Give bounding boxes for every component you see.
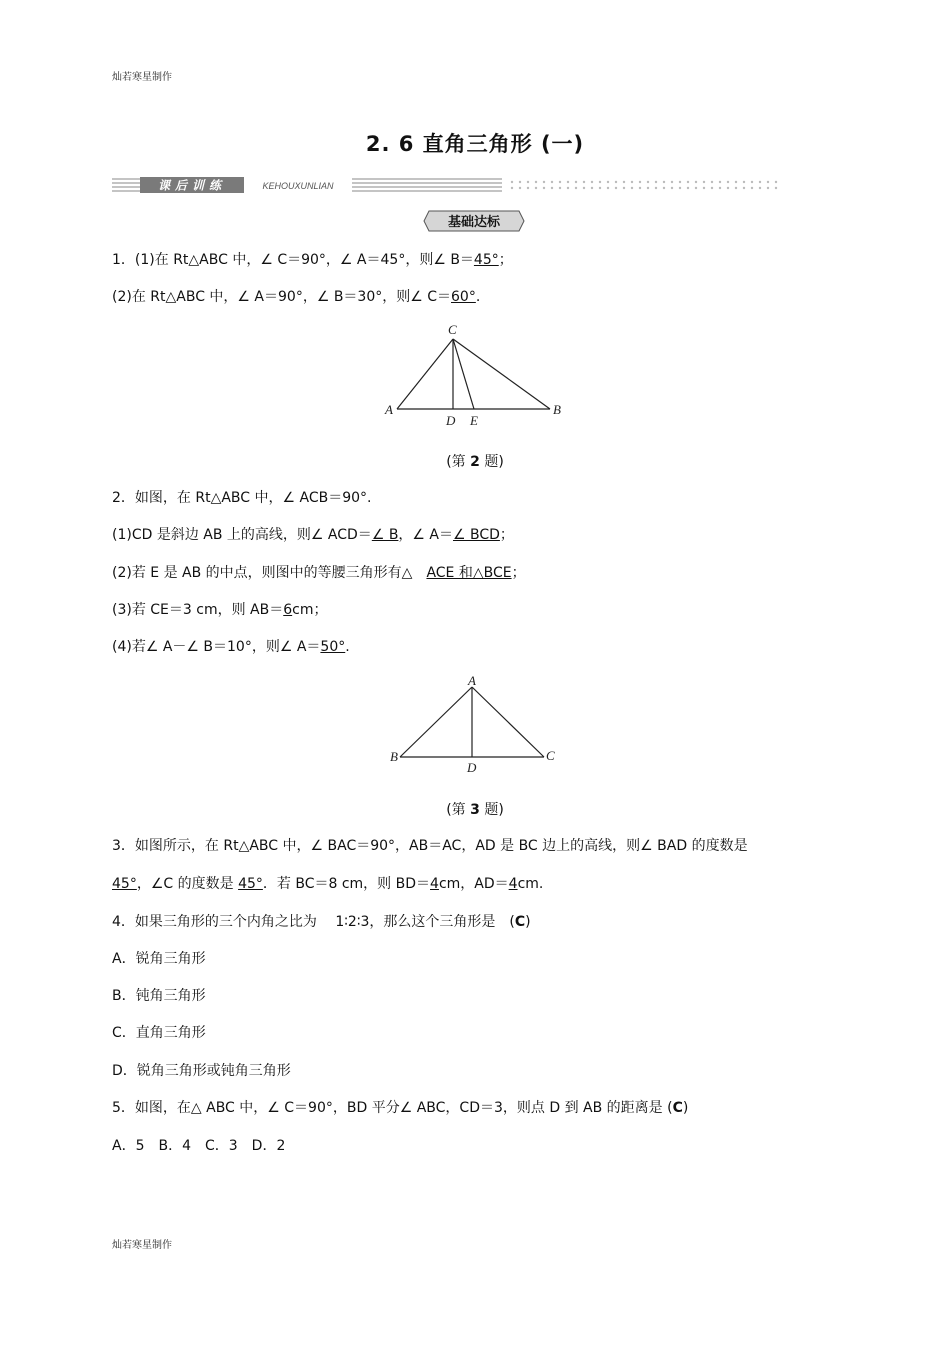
page-title: 2. 6 直角三角形 (一)	[365, 132, 585, 156]
q1-answer-2: 60°	[451, 289, 476, 305]
q3-mid-3: cm，AD＝	[438, 876, 509, 892]
figure-3-triangle	[380, 668, 570, 780]
q4-stem-end: )	[525, 914, 531, 930]
q3-answer-4: 4	[508, 876, 518, 892]
fig2-label-a: A	[385, 402, 393, 417]
figure-2-caption	[0, 451, 950, 471]
q5-answer: C	[672, 1100, 683, 1116]
q3-answer-1: 45°	[112, 876, 137, 892]
fig2-caption-post: 题)	[479, 454, 504, 470]
q4-stem	[112, 912, 531, 932]
q2-part-4	[112, 637, 350, 657]
q2-stem: 2．如图，在 Rt△ABC 中，∠ ACB＝90°.	[112, 490, 372, 506]
banner-label-en: KEHOUXUNLIAN	[262, 181, 334, 191]
fig3-label-c: C	[546, 748, 555, 763]
q2-p3-text: (3)若 CE＝3 cm，则 AB＝	[112, 602, 284, 618]
q4-option-c: C．直角三角形	[112, 1025, 206, 1041]
fig3-label-d: D	[467, 760, 477, 775]
q1-text-1: 1．(1)在 Rt△ABC 中，∠ C＝90°，∠ A＝45°，则∠ B＝	[112, 252, 474, 268]
q2-p4-text: (4)若∠ A－∠ B＝10°，则∠ A＝	[112, 639, 321, 655]
q1-text-2b: .	[475, 289, 481, 305]
fig2-label-c: C	[448, 322, 457, 337]
q2-p1-end: ；	[499, 527, 514, 543]
footer-watermark: 灿若寒星制作	[112, 1240, 172, 1251]
fig2-label-b: B	[553, 402, 561, 417]
fig2-label-d: D	[446, 413, 456, 428]
section-banner	[112, 174, 782, 196]
q2-p1-answer-2: ∠ BCD	[453, 527, 500, 543]
fig3-caption-post: 题)	[479, 802, 504, 818]
q1-text-1b: ；	[498, 252, 513, 268]
q2-p2-answer: ACE 和△BCE	[426, 565, 512, 581]
q4-option-b: B．钝角三角形	[112, 988, 206, 1004]
section-badge	[423, 210, 525, 232]
q3-answer-2: 45°	[238, 876, 263, 892]
q1-line-2	[112, 287, 480, 307]
q2-p4-answer: 50°	[320, 639, 346, 655]
fig3-caption-num: 3	[470, 802, 480, 818]
q3-mid-2: ．若 BC＝8 cm，则 BD＝	[262, 876, 431, 892]
header-watermark: 灿若寒星制作	[112, 72, 172, 83]
fig2-label-e: E	[470, 413, 478, 428]
fig3-label-b: B	[390, 749, 398, 764]
q3-line-2	[112, 874, 543, 894]
q4-option-d: D．锐角三角形或钝角三角形	[112, 1063, 291, 1079]
q5-stem	[112, 1098, 688, 1118]
q3-answer-3: 4	[430, 876, 439, 892]
q5-options: A．5 B．4 C．3 D．2	[112, 1138, 286, 1154]
q2-p1-answer-1: ∠ B	[371, 527, 399, 543]
fig3-label-a: A	[468, 673, 476, 688]
q2-p3-end: cm；	[292, 602, 328, 618]
q2-p1-text: (1)CD 是斜边 AB 上的高线，则∠ ACD＝	[112, 527, 372, 543]
q2-p1-mid: ，∠ A＝	[398, 527, 453, 543]
fig3-caption-pre: (第	[446, 802, 471, 818]
q3-end: cm.	[517, 876, 544, 892]
q4-option-a: A．锐角三角形	[112, 951, 206, 967]
q5-stem-text: 5．如图，在△ ABC 中，∠ C＝90°，BD 平分∠ ABC，CD＝3，则点 D 到 AB 的距离是 (	[112, 1100, 673, 1116]
q4-answer: C	[514, 914, 526, 930]
q2-part-1	[112, 525, 514, 545]
fig2-caption-pre: (第	[446, 454, 471, 470]
q2-p2-end: ；	[511, 565, 526, 581]
q2-part-2	[112, 563, 526, 583]
q2-part-3	[112, 600, 328, 620]
fig2-caption-num: 2	[470, 454, 480, 470]
figure-3-caption	[0, 799, 950, 819]
q3-line-1: 3．如图所示，在 Rt△ABC 中，∠ BAC＝90°，AB＝AC，AD 是 BC 边上的高线，则∠ BAD 的度数是	[112, 838, 748, 854]
q3-mid-1: ，∠C 的度数是	[136, 876, 239, 892]
q2-p3-answer: 6	[283, 602, 293, 618]
q1-line-1	[112, 250, 513, 270]
section-badge-label: 基础达标	[447, 215, 501, 230]
banner-label-cn: 课后训练	[157, 178, 227, 193]
q5-stem-end: )	[682, 1100, 689, 1116]
q2-p2-text: (2)若 E 是 AB 的中点，则图中的等腰三角形有△	[112, 565, 413, 581]
q2-p4-end: .	[345, 639, 350, 655]
q4-stem-text: 4．如果三角形的三个内角之比为 1∶2∶3，那么这个三角形是 (	[112, 914, 515, 930]
q1-answer-1: 45°	[473, 252, 499, 268]
q1-text-2: (2)在 Rt△ABC 中，∠ A＝90°，∠ B＝30°，则∠ C＝	[112, 289, 452, 305]
figure-2-triangle	[380, 320, 570, 432]
